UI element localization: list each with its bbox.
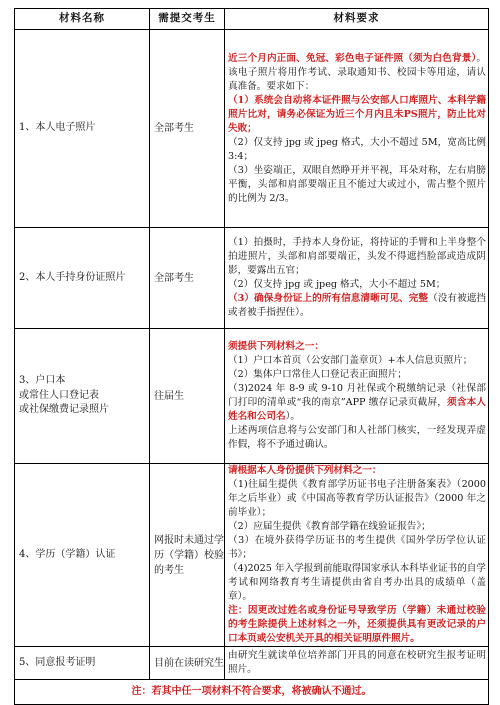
requirement-text: （4)2025 年入学报到前能取得国家承认本科毕业证书的自学考试和网络教育考生请提供由省自考办出具的成绩单（盖章）。 <box>228 563 486 602</box>
requirement-text: ）。 <box>285 411 300 422</box>
requirement-paragraph <box>228 562 486 604</box>
requirement-text: 由研究生就读单位培养部门开具的同意在校研究生报考证明照片。 <box>228 650 486 675</box>
table-row <box>15 30 489 228</box>
requirements-cell <box>225 647 489 680</box>
required-examinees-cell: 网报时未通过学历（学籍）校验的考生 <box>150 464 225 647</box>
requirement-paragraph <box>228 236 486 278</box>
requirement-paragraph <box>228 136 486 164</box>
highlighted-requirement-text: （3）确保身份证上的所有信息清晰可见、完整 <box>228 293 429 304</box>
header-material-requirements: 材料要求 <box>225 9 489 30</box>
requirements-cell <box>225 228 489 329</box>
requirement-text: （3）坐姿端正，双眼自然睁开并平视，耳朵对称，左右肩膀平衡，头部和肩部要端正且不能过大或过小，需占整个照片的比例为 2/3。 <box>228 164 486 204</box>
required-examinees-cell: 全部考生 <box>150 228 225 329</box>
material-name-cell: 1、本人电子照片 <box>15 30 150 228</box>
requirements-cell <box>225 30 489 228</box>
requirement-text: （3）在境外获得学历证书的考生提供《国外学历学位认证书》； <box>228 535 486 560</box>
header-material-name: 材料名称 <box>15 9 150 30</box>
requirement-text: 。该电子照片将用作考试、录取通知书、校园卡等用途，请认真准备。要求如下： <box>228 52 486 92</box>
required-examinees-cell: 往届生 <box>150 329 225 464</box>
requirement-text: （2）仅支持 jpg 或 jpeg 格式，大小不超过 5M； <box>228 279 446 290</box>
requirement-text: （2）集体户口常住人口登记表正面照片； <box>228 369 407 380</box>
requirement-text: （2）仅支持 jpg 或 jpeg 格式，大小不超过 5M，宽高比例 3:4； <box>228 136 486 162</box>
requirement-text: （1）拍摄时，手持本人身份证，将持证的手臂和上半身整个拍进照片，头部和肩部要端正，头发不得遮挡脸部或造成阴影，要露出五官； <box>228 237 486 276</box>
requirement-text: （1）户口本首页（公安部门盖章页）+本人信息页照片； <box>228 355 473 366</box>
requirement-paragraph <box>228 354 486 368</box>
table-row <box>15 228 489 329</box>
materials-requirements-table <box>14 8 489 705</box>
header-row <box>15 9 489 30</box>
requirement-paragraph <box>228 52 486 94</box>
requirements-cell <box>225 464 489 647</box>
requirement-paragraph <box>228 164 486 206</box>
requirement-text: （3)2024 年 8-9 或 9-10 月社保或个税缴纳记录（社保部门打印的清单或“我的南京”APP 缴存记录页截屏， <box>228 383 486 408</box>
highlighted-requirement-text: 须提供下列材料之一： <box>228 341 324 352</box>
requirement-text: （2）应届生提供《教育部学籍在线验证报告》； <box>228 521 431 532</box>
table-row <box>15 329 489 464</box>
requirement-text: （1)往届生提供《教育部学历证书电子注册备案表》（2000 年之后毕业）或《中国高等教育学历认证报告》（2000 年之前毕业）； <box>228 479 486 518</box>
highlighted-requirement-text: 注：因更改过姓名或身份证号导致学历（学籍）未通过校验的考生除提供上述材料之一外，还须提供具有更改记录的户口本页或公安机关开具的相关证明原件照片。 <box>228 605 486 644</box>
requirement-paragraph <box>228 649 486 677</box>
highlighted-requirement-text: 须含本人姓名和公司名 <box>228 397 487 422</box>
requirement-paragraph <box>228 424 486 452</box>
requirement-text: （没有被遮挡或者被手指捏住）。 <box>228 293 487 318</box>
requirement-paragraph <box>228 340 486 354</box>
required-examinees-cell: 全部考生 <box>150 30 225 228</box>
requirement-paragraph <box>228 94 486 136</box>
required-examinees-cell: 目前在读研究生 <box>150 647 225 680</box>
material-name-cell: 3、户口本 或常住人口登记表 或社保缴费记录照片 <box>15 329 150 464</box>
requirement-paragraph <box>228 292 486 320</box>
requirement-paragraph <box>228 534 486 562</box>
requirement-paragraph <box>228 520 486 534</box>
requirement-paragraph <box>228 278 486 292</box>
requirements-cell <box>225 329 489 464</box>
requirement-text: 上述两项信息将与公安部门和人社部门核实，一经发现弄虚作假，将不予通过确认。 <box>228 425 486 450</box>
footnote: 注：若其中任一项材料不符合要求，将被确认不通过。 <box>15 680 489 705</box>
note-row <box>15 680 489 705</box>
requirement-paragraph <box>228 478 486 520</box>
requirement-paragraph <box>228 382 486 424</box>
header-required-examinees: 需提交考生 <box>150 9 225 30</box>
requirement-paragraph <box>228 464 486 478</box>
material-name-cell: 2、本人手持身份证照片 <box>15 228 150 329</box>
table-row <box>15 464 489 647</box>
material-name-cell: 5、同意报考证明 <box>15 647 150 680</box>
highlighted-requirement-text: 请根据本人身份提供下列材料之一： <box>228 465 382 476</box>
highlighted-requirement-text: （1）系统会自动将本证件照与公安部人口库照片、本科学籍照片比对，请务必保证为近三个月内且未PS照片，防止比对失败； <box>228 94 486 134</box>
highlighted-requirement-text: 近三个月内正面、免冠、彩色电子证件照（须为白色背景） <box>228 52 477 64</box>
material-name-cell: 4、学历（学籍）认证 <box>15 464 150 647</box>
requirement-paragraph <box>228 604 486 646</box>
materials-table-page <box>14 8 488 697</box>
requirement-paragraph <box>228 368 486 382</box>
table-row <box>15 647 489 680</box>
